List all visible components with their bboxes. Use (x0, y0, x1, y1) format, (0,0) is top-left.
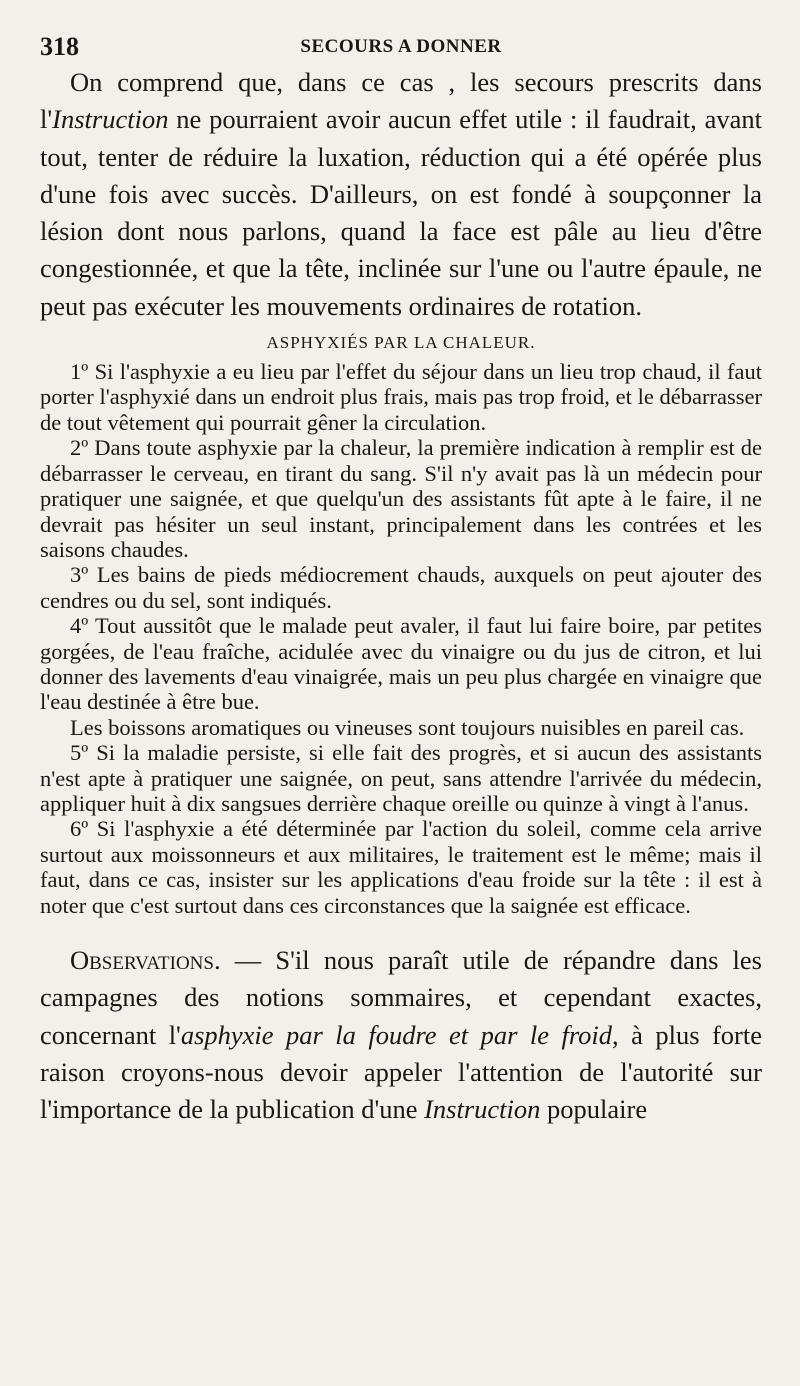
observations-paragraph (40, 942, 762, 1128)
running-title: SECOURS A DONNER (300, 36, 502, 57)
section-heading: ASPHYXIÉS PAR LA CHALEUR. (266, 333, 536, 353)
observations-text-1: — S'il nous paraît utile de répandre dans les campagnes des notions sommaires, et cependant exactes, concernant l' (40, 945, 762, 1050)
intro-paragraph (40, 64, 762, 325)
list-item-note: Les boissons aromatiques ou vineuses sont toujours nuisibles en pareil cas. (70, 714, 745, 740)
observations-text-2: , à plus forte raison croyons-nous devoir appeler l'attention de l'autorité sur l'importance de la publication d'une (40, 1019, 762, 1125)
page-header (40, 30, 762, 64)
observations-text-3: populaire (540, 1094, 648, 1125)
intro-text-2: ne pourraient avoir aucun effet utile : il faudrait, avant tout, tenter de réduire la luxation, réduction qui a été opérée plus d'une fois avec succès. D'ailleurs, on est fondé à soupçonner la lésion dont nous parlons, quand la face est pâle au lieu d'être congestionnée, et que la tête, inclinée sur l'une ou l'autre épaule, ne peut pas exécuter les mouvements ordinaires de rotation. (40, 104, 762, 321)
instruction-italic: Instruction (52, 104, 169, 135)
list-item-6: 6º Si l'asphyxie a été déterminée par l'action du soleil, comme cela arrive surtout aux moissonneurs et aux militaires, le traitement est le même; mais il faut, dans ce cas, insister sur les applications d'eau froide sur la tête : il est à noter que c'est surtout dans ces circonstances que la saignée est efficace. (40, 816, 762, 918)
observations-label: Observations. (70, 945, 221, 976)
list-item-3: 3º Les bains de pieds médiocrement chauds, auxquels on peut ajouter des cendres ou du sel, sont indiqués. (40, 562, 762, 613)
paragraph-gap (40, 918, 762, 942)
list-item-4: 4º Tout aussitôt que le malade peut avaler, il faut lui faire boire, par petites gorgées, de l'eau fraîche, acidulée avec du vinaigre ou du jus de citron, et lui donner des lavements d'eau vinaigrée, mais un peu plus chargée en vinaigre que l'eau destinée à être bue. (40, 613, 762, 715)
intro-text-1: On comprend que, dans ce cas , les secours prescrits dans l' (40, 67, 762, 135)
observations-italic-2: Instruction (424, 1094, 541, 1125)
observations-italic-1: asphyxie par la foudre et par le froid (180, 1019, 613, 1050)
list-item-1: 1º Si l'asphyxie a eu lieu par l'effet du séjour dans un lieu trop chaud, il faut porter l'asphyxié dans un endroit plus frais, mais pas trop froid, et le débarrasser de tout vêtement qui pourrait gêner la circulation. (40, 359, 762, 435)
book-page (40, 30, 762, 1129)
page-number: 318 (40, 32, 79, 61)
list-item-2: 2º Dans toute asphyxie par la chaleur, la première indication à remplir est de débarrasser le cerveau, en tirant du sang. S'il n'y avait pas là un médecin pour pratiquer une saignée, et que quelqu'un des assistants fût apte à le faire, il ne devrait pas hésiter un seul instant, principalement dans les contrées et les saisons chaudes. (40, 435, 762, 562)
list-item-5: 5º Si la maladie persiste, si elle fait des progrès, et si aucun des assistants n'est apte à pratiquer une saignée, on peut, sans attendre l'arrivée du médecin, appliquer huit à dix sangsues derrière chaque oreille ou quinze à vingt à l'anus. (40, 740, 762, 816)
